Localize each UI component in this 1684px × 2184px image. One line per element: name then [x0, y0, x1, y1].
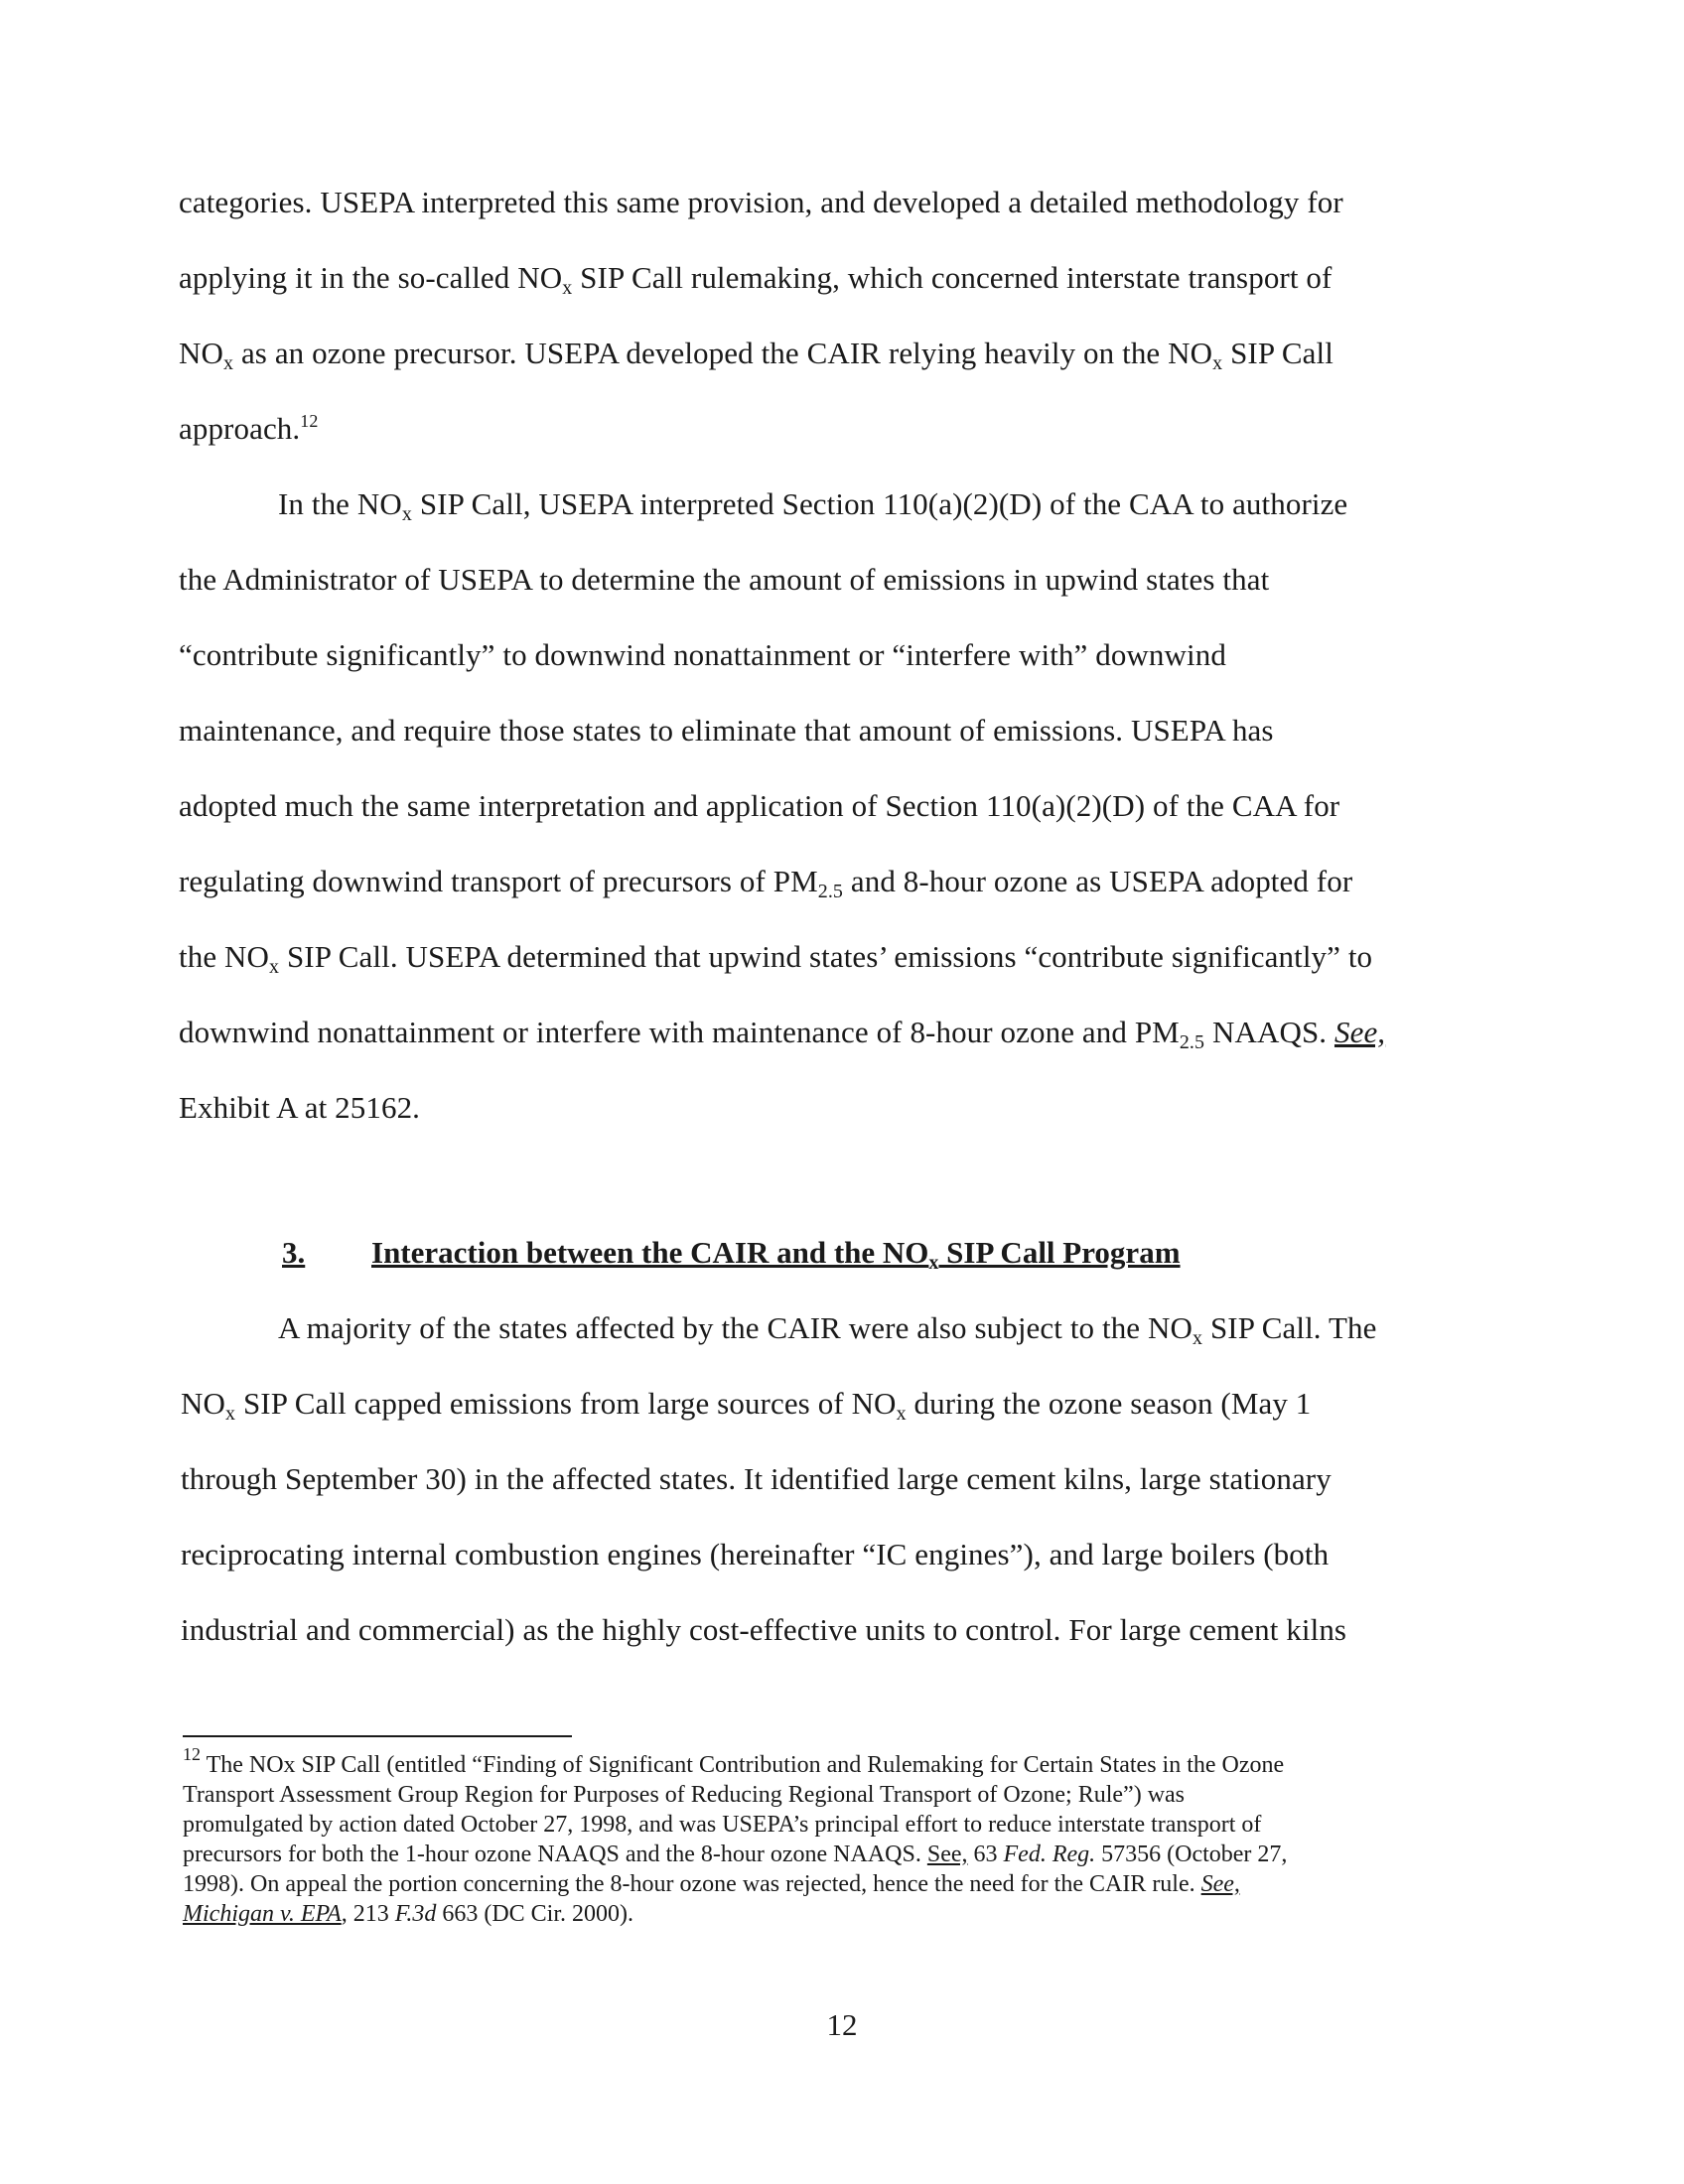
- body-line: regulating downwind transport of precursors of $PM_{2.5}$ and 8-hour ozone as USEPA adopted for: [179, 864, 1353, 902]
- section-number: 3.: [282, 1235, 306, 1270]
- body-line: reciprocating internal combustion engines (hereinafter “IC engines”), and large boilers (both: [181, 1537, 1330, 1571]
- body-line: applying it in the so-called $NO_x$ SIP Call rulemaking, which concerned interstate transport of: [179, 260, 1333, 299]
- body-line: $NO_x$ SIP Call capped emissions from large sources of $NO_x$ during the ozone season (May 1: [181, 1386, 1312, 1425]
- footnote-line: Michigan v. EPA, 213 F.3d 663 (DC Cir. 2000).: [183, 1901, 633, 1927]
- body-line: A majority of the states affected by the CAIR were also subject to the $NO_x$ SIP Call. The: [278, 1310, 1377, 1349]
- footnote-line: Transport Assessment Group Region for Purposes of Reducing Regional Transport of Ozone; Rule”) was: [183, 1782, 1186, 1808]
- body-line: $NO_x$ as an ozone precursor. USEPA developed the CAIR relying heavily on the $NO_x$ SIP Call: [179, 336, 1333, 374]
- body-line: downwind nonattainment or interfere with maintenance of 8-hour ozone and $PM_{2.5}$ NAAQS. See,: [179, 1015, 1386, 1053]
- footnote-line: $^{12}$ The NOx SIP Call (entitled “Finding of Significant Contribution and Rulemaking for Certain States in the Ozone: [183, 1744, 1285, 1778]
- body-line: maintenance, and require those states to eliminate that amount of emissions. USEPA has: [179, 713, 1274, 748]
- body-line: In the $NO_x$ SIP Call, USEPA interpreted Section 110(a)(2)(D) of the CAA to authorize: [278, 486, 1348, 525]
- footnote-ref: 12: [300, 411, 319, 431]
- body-line: adopted much the same interpretation and application of Section 110(a)(2)(D) of the CAA for: [179, 788, 1340, 823]
- footnote-marker: 12: [183, 1744, 201, 1764]
- footnote-line: precursors for both the 1-hour ozone NAAQS and the 8-hour ozone NAAQS. See, 63 Fed. Reg. 57356 (October 27,: [183, 1842, 1288, 1867]
- body-line: approach.$^{12}$: [179, 411, 319, 446]
- body-line: categories. USEPA interpreted this same provision, and developed a detailed methodology for: [179, 185, 1343, 219]
- section-title: Interaction between the CAIR and the $NO_x$ SIP Call Program: [371, 1235, 1181, 1274]
- body-line: the $NO_x$ SIP Call. USEPA determined that upwind states’ emissions “contribute significantly” to: [179, 939, 1373, 978]
- footnote-separator: [183, 1735, 572, 1737]
- section-heading: [282, 1235, 1181, 1274]
- body-line: industrial and commercial) as the highly cost-effective units to control. For large cement kilns: [181, 1612, 1347, 1647]
- footnote-line: promulgated by action dated October 27, 1998, and was USEPA’s principal effort to reduce interstate transport of: [183, 1812, 1262, 1838]
- page-number: 12: [826, 2007, 858, 2042]
- body-line: through September 30) in the affected states. It identified large cement kilns, large stationary: [181, 1461, 1332, 1496]
- footnote-line: 1998). On appeal the portion concerning the 8-hour ozone was rejected, hence the need for the CAIR rule. See,: [183, 1871, 1240, 1897]
- body-line: the Administrator of USEPA to determine the amount of emissions in upwind states that: [179, 562, 1270, 597]
- body-line: “contribute significantly” to downwind nonattainment or “interfere with” downwind: [179, 637, 1226, 672]
- body-line: Exhibit A at 25162.: [179, 1090, 421, 1125]
